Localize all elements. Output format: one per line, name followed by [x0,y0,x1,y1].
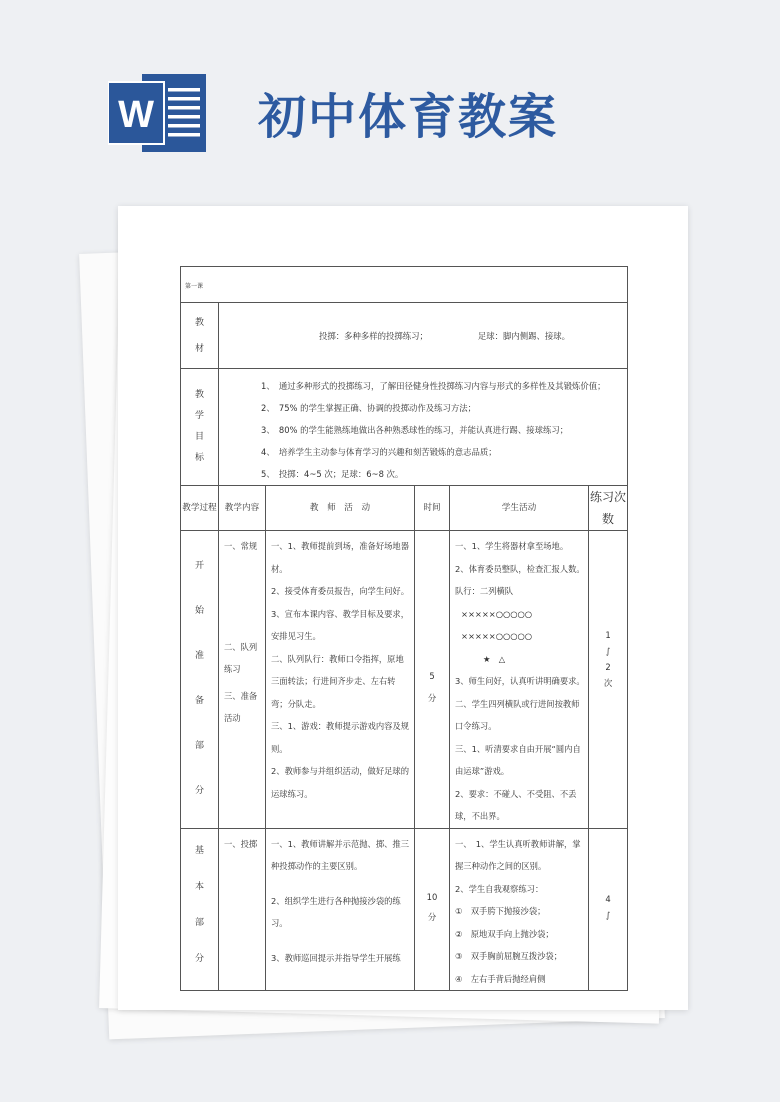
student-activity-item: ③ 双手胸前屈腕互拨沙袋； [455,951,563,961]
content-item: 二、队列练习 [224,641,258,674]
objectives-list [219,369,628,486]
student-activity-item: ④ 左右手背后抛经肩侧 [455,973,546,984]
section-main-student [450,828,589,991]
content-item: 一、投掷 [224,838,258,849]
objectives-label: 教 学 目 标 [181,369,219,486]
material-label: 教 材 [181,303,219,369]
formation-row: ×××××○○○○○ [461,608,532,619]
section-warmup-teacher [266,531,415,829]
section-warmup-content [219,531,266,829]
objectives-row [181,369,628,486]
teacher-activity-item: 2、组织学生进行各种抛接沙袋的练习。 [271,895,401,928]
section-main-label: 基 本 部 分 [181,828,219,991]
student-activity-item: 2、体育委员整队，检查汇报人数。队行：二列横队 [455,563,585,596]
header-count: 练习次数 [589,486,628,531]
student-activity-item: 二、学生四列横队或行进间按教师口令练习。 [455,698,580,731]
content-item: 一、常规 [224,541,258,551]
section-warmup-count: 1 ∫ 2 次 [589,531,628,829]
section-main-count: 4 ∫ [589,828,628,991]
student-activity-item: ② 原地双手向上抛沙袋； [455,928,554,939]
teacher-activity-item: 3、教师巡回提示并指导学生开展练 [271,952,401,963]
lesson-plan-table [180,266,628,991]
section-warmup-student [450,531,589,829]
section-warmup-time: 5 分 [415,531,450,829]
objective-item: 5、 投掷：4~5 次；足球：6~8 次。 [261,469,404,479]
formation-row: ×××××○○○○○ [461,631,532,641]
section-warmup-row [181,531,628,829]
svg-text:W: W [118,94,154,136]
header-teacher: 教 师 活 动 [266,486,415,531]
word-icon [108,70,208,156]
header-content: 教学内容 [219,486,266,531]
student-activity-item: 一、 1、学生认真听教师讲解，掌握三种动作之间的区别。 [455,838,581,871]
page-heading: 初中体育教案 [258,89,559,145]
teacher-activity-item: 一、1、教师讲解并示范抛、掷、推三种投掷动作的主要区别。 [271,838,410,871]
teacher-activity-item: 3、宣布本课内容、教学目标及要求，安排见习生。 [271,608,410,641]
content-item: 三、准备活动 [224,690,258,723]
section-main-content [219,828,266,991]
teacher-position-marker: ★ △ [483,653,506,664]
student-activity-item: 3、师生问好，认真听讲明确要求。 [455,676,585,686]
teacher-activity-item: 2、教师参与并组织活动，做好足球的运球练习。 [271,766,410,799]
material-content [219,303,628,369]
teacher-activity-item: 三、1、游戏：教师提示游戏内容及规则。 [271,721,410,754]
student-activity-item: 2、学生自我观察练习： [455,883,544,894]
section-main-time: 10 分 [415,828,450,991]
student-activity-item: ① 双手胯下抛接沙袋； [455,906,546,916]
lesson-number: 第一课 [181,267,628,303]
header-process: 教学过程 [181,486,219,531]
section-main-row [181,828,628,991]
header-row [181,486,628,531]
student-activity-item: 一、1、学生将器材拿至场地。 [455,541,569,551]
header-time: 时间 [415,486,450,531]
header-student: 学生活动 [450,486,589,531]
objective-item: 2、 75% 的学生掌握正确、协调的投掷动作及练习方法； [261,403,477,413]
lesson-number-row [181,267,628,303]
student-activity-item: 三、1、听清要求自由开展“圆内自由运球”游戏。 [455,743,581,776]
material-row [181,303,628,369]
teacher-activity-item: 二、队列队行：教师口令指挥，原地三面转法；行进间齐步走、左右转弯；分队走。 [271,653,404,709]
objective-item: 4、 培养学生主动参与体育学习的兴趣和刻苦锻炼的意志品质； [261,447,497,457]
material-item-football: 足球：脚内侧踢、接球。 [477,330,570,341]
teacher-activity-item: 一、1、教师提前到场，准备好场地器材。 [271,541,410,574]
teacher-activity-item: 2、接受体育委员报告，向学生问好。 [271,586,410,596]
section-main-teacher [266,828,415,991]
material-item-throwing: 投掷：多种多样的投掷练习； [319,330,428,341]
section-warmup-label: 开 始 准 备 部 分 [181,531,219,829]
objective-item: 3、 80% 的学生能熟练地做出各种熟悉球性的练习，并能认真进行踢、接球练习； [261,425,569,435]
objective-item: 1、 通过多种形式的投掷练习，了解田径健身性投掷练习内容与形式的多样性及其锻炼价值； [261,381,606,391]
student-activity-item: 2、要求：不碰人、不受阻、不丢球，不出界。 [455,788,577,821]
